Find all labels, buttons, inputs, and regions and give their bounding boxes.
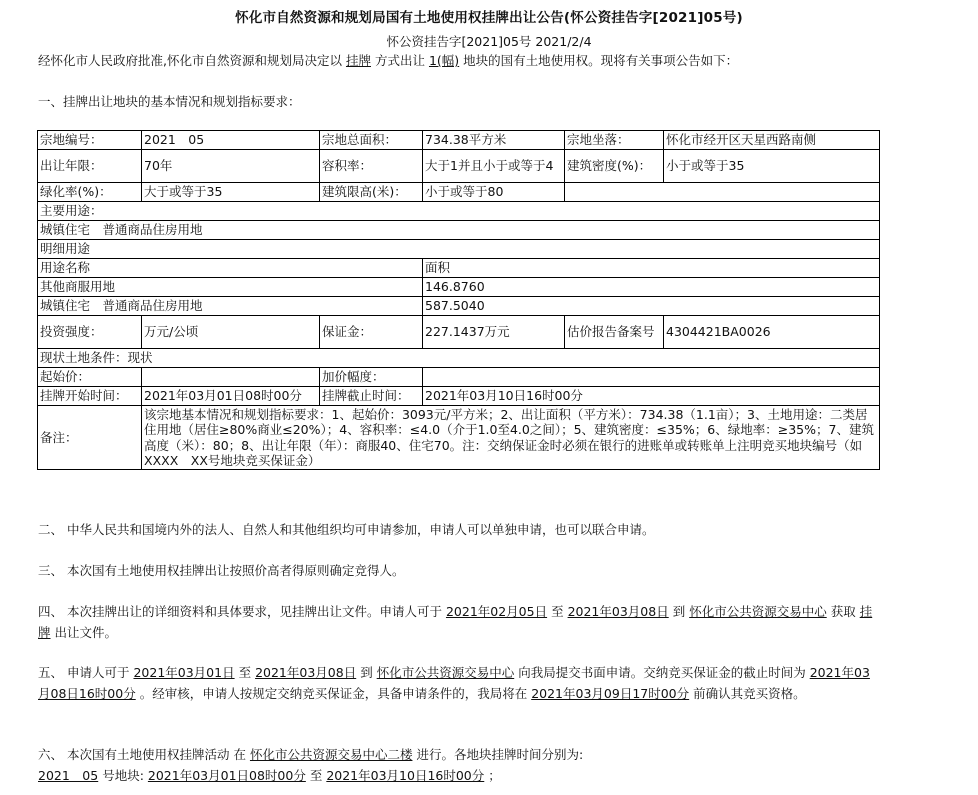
notice-title: 怀化市自然资源和规划局国有土地使用权挂牌出让公告(怀公资挂告字[2021]05号)	[235, 10, 743, 26]
section6: 六、 本次国有土地使用权挂牌活动 在 怀化市公共资源交易中心二楼 进行。各地块挂牌时间分别为: 2021 05 号地块: 2021年03月01日08时00分 至 2021年03月10日16时00分 ；	[38, 747, 584, 783]
notice-subtitle: 怀公资挂告字[2021]05号 2021/2/4	[386, 34, 592, 49]
table-row: 绿化率(%)： 大于或等于35 建筑限高(米)： 小于或等于80	[38, 183, 880, 202]
table-row: 其他商服用地 146.8760	[38, 278, 880, 297]
intro-paragraph: 经怀化市人民政府批准,怀化市自然资源和规划局决定以 挂牌 方式出让 1(幅) 地块的国有土地使用权。现将有关事项公告如下：	[38, 53, 739, 68]
section1-heading: 一、挂牌出让地块的基本情况和规划指标要求：	[38, 94, 301, 109]
table-row: 出让年限： 70年 容积率： 大于1并且小于或等于4 建筑密度(%)： 小于或等于35	[38, 150, 880, 183]
method-value: 挂牌	[345, 53, 371, 68]
table-row: 现状土地条件：现状	[38, 349, 880, 368]
table-row: 明细用途	[38, 240, 880, 259]
table-row: 城镇住宅 普通商品住房用地	[38, 221, 880, 240]
table-row: 备注： 该宗地基本情况和规划指标要求：1、起始价：3093元/平方米；2、出让面积（平方米）：734.38（1.1亩）；3、土地用途：二类居住用地（居住≥80%商业≤20%）；4、容积率：≤4.0（介于1.0至4.0之间）；5、建筑密度：≤35%；6、绿地率：≥35%；7、建筑高度（米）：80；8、出让年限（年）：商服40、住宅70。注：交纳保证金时必须在银行的进账单或转账单上注明竞买地块编号（如XXXX XX号地块竞买保证金）	[38, 406, 880, 470]
land-info-table	[37, 130, 880, 470]
table-row: 投资强度： 万元/公顷 保证金： 227.1437万元 估价报告备案号 4304421BA0026	[38, 316, 880, 349]
section5: 五、 申请人可于 2021年03月01日 至 2021年03月08日 到 怀化市公共资源交易中心 向我局提交书面申请。交纳竞买保证金的截止时间为 2021年03月08日16时00分 。经审核，申请人按规定交纳竞买保证金，具备申请条件的，我局将在 2021年03月09日17时00分 前确认其竞买资格。	[38, 665, 870, 701]
section2: 二、 中华人民共和国境内外的法人、自然人和其他组织均可申请参加，申请人可以单独申请，也可以联合申请。	[38, 522, 655, 537]
table-row: 用途名称 面积	[38, 259, 880, 278]
count-value: 1(幅)	[428, 53, 460, 68]
table-row: 宗地编号： 2021 05 宗地总面积： 734.38平方米 宗地坐落： 怀化市经开区天星西路南侧	[38, 131, 880, 150]
section4: 四、 本次挂牌出让的详细资料和具体要求，见挂牌出让文件。申请人可于 2021年02月05日 至 2021年03月08日 到 怀化市公共资源交易中心 获取 挂牌 出让文件。	[38, 604, 873, 640]
table-row: 挂牌开始时间： 2021年03月01日08时00分 挂牌截止时间： 2021年03月10日16时00分	[38, 387, 880, 406]
note-cell: 该宗地基本情况和规划指标要求：1、起始价：3093元/平方米；2、出让面积（平方米）：734.38（1.1亩）；3、土地用途：二类居住用地（居住≥80%商业≤20%）；4、容积率：≤4.0（介于1.0至4.0之间）；5、建筑密度：≤35%；6、绿地率：≥35%；7、建筑高度（米）：80；8、出让年限（年）：商服40、住宅70。注：交纳保证金时必须在银行的进账单或转账单上注明竞买地块编号（如XXXX XX号地块竞买保证金）	[142, 406, 880, 470]
section3: 三、 本次国有土地使用权挂牌出让按照价高者得原则确定竞得人。	[38, 563, 405, 578]
table-row: 主要用途：	[38, 202, 880, 221]
table-row: 城镇住宅 普通商品住房用地 587.5040	[38, 297, 880, 316]
table-row: 起始价： 加价幅度：	[38, 368, 880, 387]
